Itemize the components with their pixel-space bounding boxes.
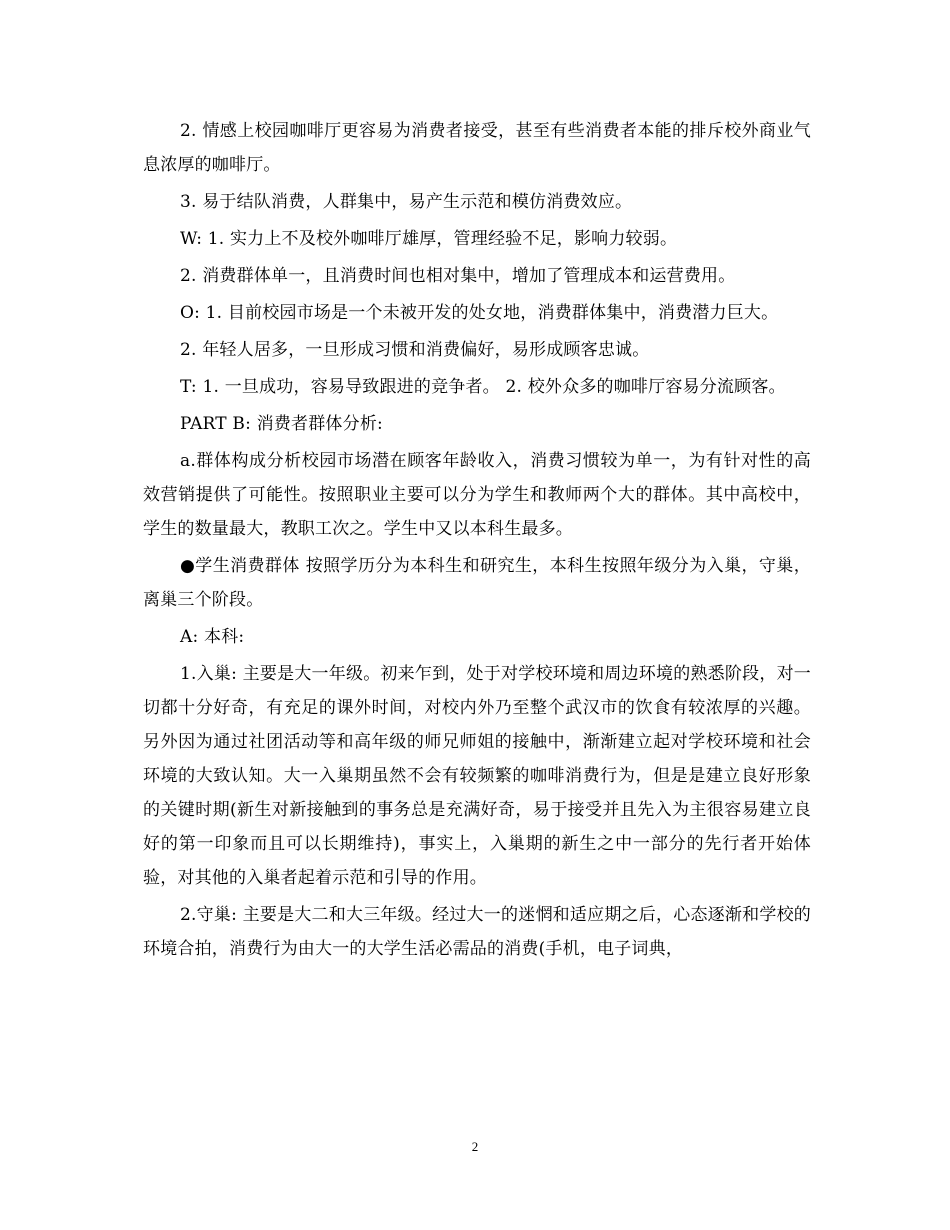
paragraph-student-group: ●学生消费群体 按照学历分为本科生和研究生，本科生按照年级分为入巢，守巢，离巢三个阶段。 bbox=[143, 556, 811, 610]
paragraph-strength-2: 2. 情感上校园咖啡厅更容易为消费者接受，甚至有些消费者本能的排斥校外商业气息浓厚的咖啡厅。 bbox=[143, 121, 811, 175]
paragraph-opportunity-2: 2. 年轻人居多，一旦形成习惯和消费偏好，易形成顾客忠诚。 bbox=[180, 340, 650, 360]
paragraph-threats: T: 1. 一旦成功，容易导致跟进的竞争者。 2. 校外众多的咖啡厅容易分流顾客。 bbox=[180, 377, 786, 397]
paragraph-opportunity-1: O: 1. 目前校园市场是一个未被开发的处女地，消费群体集中，消费潜力巨大。 bbox=[180, 303, 779, 323]
body-text bbox=[143, 114, 811, 969]
subheading-undergraduate: A: 本科: bbox=[180, 627, 245, 647]
section-heading-part-b: PART B: 消费者群体分析: bbox=[180, 414, 383, 434]
paragraph-group-composition: a.群体构成分析校园市场潜在顾客年龄收入，消费习惯较为单一，为有针对性的高效营销提供了可能性。按照职业主要可以分为学生和教师两个大的群体。其中高校中，学生的数量最大，教职工次之。学生中又以本科生最多。 bbox=[143, 451, 811, 539]
paragraph-weakness-2: 2. 消费群体单一，且消费时间也相对集中，增加了管理成本和运营费用。 bbox=[180, 266, 736, 286]
page-number: 2 bbox=[471, 1139, 479, 1154]
paragraph-weakness-1: W: 1. 实力上不及校外咖啡厅雄厚，管理经验不足，影响力较弱。 bbox=[180, 229, 678, 249]
paragraph-strength-3: 3. 易于结队消费，人群集中，易产生示范和模仿消费效应。 bbox=[180, 192, 633, 212]
paragraph-nest-keeping: 2.守巢: 主要是大二和大三年级。经过大一的迷惘和适应期之后，心态逐渐和学校的环境合拍，消费行为由大一的大学生活必需品的消费(手机，电子词典， bbox=[143, 905, 811, 959]
paragraph-nest-entering: 1.入巢: 主要是大一年级。初来乍到，处于对学校环境和周边环境的熟悉阶段，对一切都十分好奇，有充足的课外时间，对校内外乃至整个武汉市的饮食有较浓厚的兴趣。另外因为通过社团活动等和高年级的师兄师姐的接触中，渐渐建立起对学校环境和社会环境的大致认知。大一入巢期虽然不会有较频繁的咖啡消费行为，但是是建立良好形象的关键时期(新生对新接触到的事务总是充满好奇，易于接受并且先入为主很容易建立良好的第一印象而且可以长期维持)，事实上，入巢期的新生之中一部分的先行者开始体验，对其他的入巢者起着示范和引导的作用。 bbox=[143, 664, 811, 888]
